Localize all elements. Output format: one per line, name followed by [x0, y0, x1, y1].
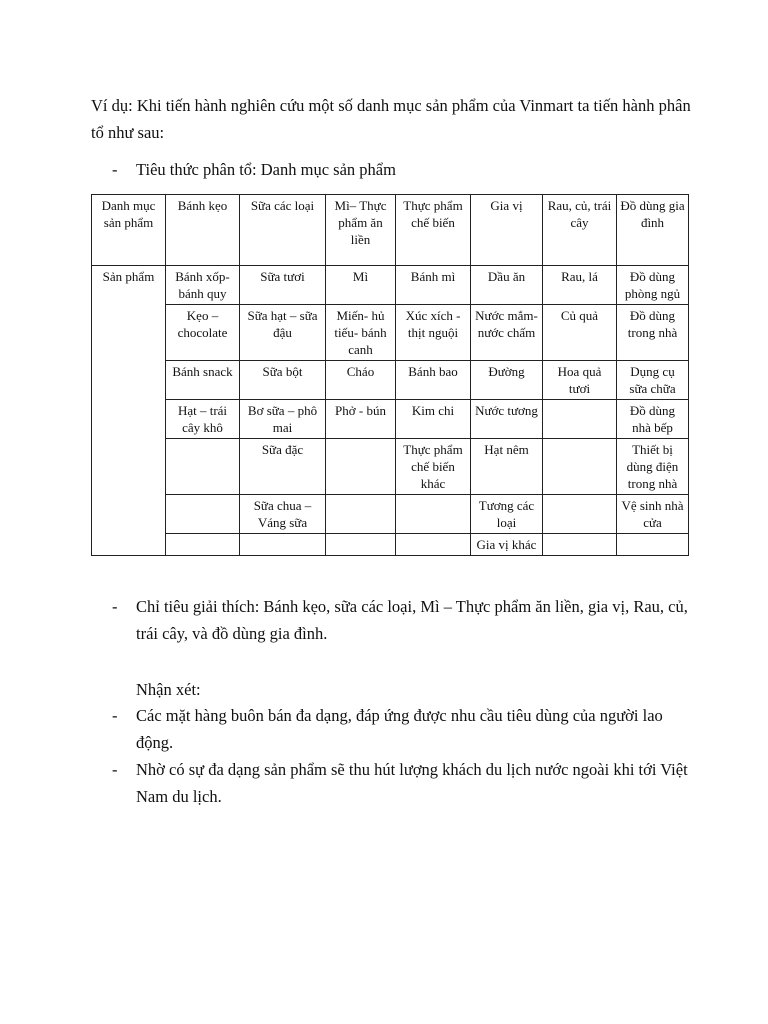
header-cell: Sữa các loại [240, 195, 326, 266]
table-cell: Tương các loại [471, 495, 543, 534]
table-cell: Đường [471, 361, 543, 400]
bullet-text: Chỉ tiêu giải thích: Bánh kẹo, sữa các loại, Mì – Thực phẩm ăn liền, gia vị, Rau, củ, trái cây, và đồ dùng gia đình. [136, 597, 688, 643]
bullet-dash: - [112, 160, 118, 179]
table-cell: Mì [326, 266, 396, 305]
table-cell: Phở - bún [326, 400, 396, 439]
table-row [92, 439, 689, 495]
table-cell: Thiết bị dùng điện trong nhà [617, 439, 689, 495]
table-cell: Củ quả [543, 305, 617, 361]
bullet-text: Nhờ có sự đa dạng sản phẩm sẽ thu hút lượng khách du lịch nước ngoài khi tới Việt Nam du lịch. [136, 760, 688, 806]
table-cell: Miến- hủ tiếu- bánh canh [326, 305, 396, 361]
table-cell: Kim chi [396, 400, 471, 439]
row-label-cell: Sản phẩm [92, 266, 166, 556]
table-cell: Nước tương [471, 400, 543, 439]
table-row [92, 400, 689, 439]
header-cell: Thực phẩm chế biến [396, 195, 471, 266]
remarks-heading: Nhận xét: [136, 680, 201, 699]
table-cell: Rau, lá [543, 266, 617, 305]
table-cell: Bánh snack [166, 361, 240, 400]
table-cell [166, 534, 240, 556]
table-cell: Vệ sinh nhà cửa [617, 495, 689, 534]
table-cell [617, 534, 689, 556]
table-cell [166, 439, 240, 495]
table-cell: Sữa hạt – sữa đậu [240, 305, 326, 361]
product-category-table [91, 194, 689, 556]
table-cell: Bơ sữa – phô mai [240, 400, 326, 439]
table-cell: Xúc xích -thịt nguội [396, 305, 471, 361]
table-cell: Kẹo – chocolate [166, 305, 240, 361]
table-cell: Sữa đặc [240, 439, 326, 495]
table-cell [396, 534, 471, 556]
table-cell [240, 534, 326, 556]
table-cell: Cháo [326, 361, 396, 400]
bullet-explanation [112, 593, 701, 647]
bullet-text: Các mặt hàng buôn bán đa dạng, đáp ứng được nhu cầu tiêu dùng của người lao động. [136, 706, 663, 752]
table-cell: Đồ dùng nhà bếp [617, 400, 689, 439]
table-cell [543, 400, 617, 439]
table-cell: Đồ dùng trong nhà [617, 305, 689, 361]
header-cell: Gia vị [471, 195, 543, 266]
bullet-text: Tiêu thức phân tổ: Danh mục sản phẩm [136, 160, 396, 179]
table-cell: Sữa tươi [240, 266, 326, 305]
table-row [92, 534, 689, 556]
header-cell: Bánh kẹo [166, 195, 240, 266]
table-row [92, 495, 689, 534]
table-cell: Bánh mì [396, 266, 471, 305]
header-cell: Đồ dùng gia đình [617, 195, 689, 266]
header-cell: Mì– Thực phẩm ăn liền [326, 195, 396, 266]
table-row [92, 266, 689, 305]
table-cell: Thực phẩm chế biến khác [396, 439, 471, 495]
remark-item [112, 702, 701, 756]
table-cell: Hoa quả tươi [543, 361, 617, 400]
table-cell: Bánh xốp- bánh quy [166, 266, 240, 305]
table-cell: Sữa chua – Váng sữa [240, 495, 326, 534]
table-cell [543, 534, 617, 556]
table-cell [396, 495, 471, 534]
table-cell: Gia vị khác [471, 534, 543, 556]
table-cell: Dầu ăn [471, 266, 543, 305]
table-cell: Sữa bột [240, 361, 326, 400]
table-cell [543, 439, 617, 495]
table-cell: Bánh bao [396, 361, 471, 400]
table-cell: Hạt – trái cây khô [166, 400, 240, 439]
remark-item [112, 756, 701, 810]
table-cell [326, 534, 396, 556]
bullet-dash: - [112, 597, 118, 616]
intro-paragraph: Ví dụ: Khi tiến hành nghiên cứu một số danh mục sản phẩm của Vinmart ta tiến hành phân tổ như sau: [91, 96, 691, 142]
bullet-criteria [112, 156, 701, 183]
table-cell: Nước mắm- nước chấm [471, 305, 543, 361]
table-cell [326, 439, 396, 495]
table-cell [166, 495, 240, 534]
bullet-dash: - [112, 706, 118, 725]
bullet-dash: - [112, 760, 118, 779]
header-cell: Danh mục sản phẩm [92, 195, 166, 266]
table-row [92, 305, 689, 361]
table-cell [326, 495, 396, 534]
table-cell: Hạt nêm [471, 439, 543, 495]
table-cell: Đồ dùng phòng ngủ [617, 266, 689, 305]
table-header-row [92, 195, 689, 266]
table-cell [543, 495, 617, 534]
table-cell: Dụng cụ sữa chữa [617, 361, 689, 400]
header-cell: Rau, củ, trái cây [543, 195, 617, 266]
table-row [92, 361, 689, 400]
